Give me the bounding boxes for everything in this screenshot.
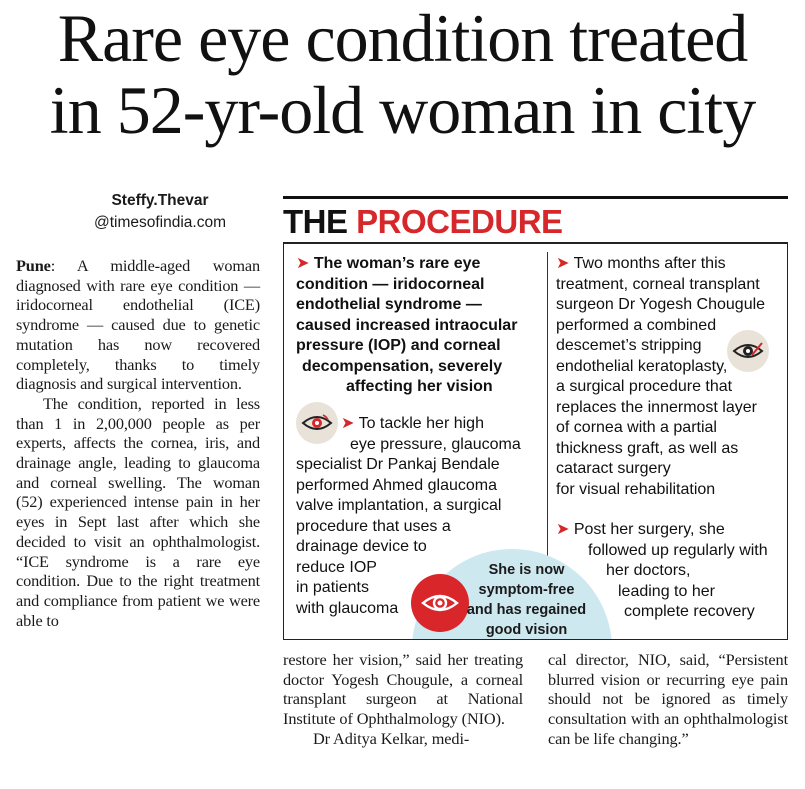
- story-column-2: [283, 650, 523, 749]
- step4-line: her doctors,: [606, 562, 691, 579]
- step3-line: thickness graft, as well as: [556, 439, 739, 457]
- byline-name: Steffy.Thevar: [111, 192, 209, 209]
- story-col2-text: restore her vision,” said her treating doctor Yogesh Chougule, a corneal transplant surgeon at National Institute of Ophthalmology (NIO).: [283, 650, 523, 729]
- eye-target-icon: [727, 330, 769, 372]
- step2-line: valve implantation, a surgical: [296, 497, 502, 514]
- arrow-icon: ➤: [556, 521, 570, 538]
- step3-line: performed a combined: [556, 316, 717, 334]
- step1-line: caused increased intraocular: [296, 316, 518, 334]
- callout-line: symptom-free: [478, 582, 575, 598]
- headline: [0, 2, 805, 146]
- procedure-box: [283, 242, 788, 640]
- story-column-1: [16, 256, 260, 630]
- step2-line: drainage device to: [296, 538, 427, 555]
- story-column-3: [548, 650, 788, 749]
- procedure-title: [283, 196, 788, 243]
- step1-line: endothelial syndrome —: [296, 296, 482, 313]
- arrow-icon: ➤: [556, 255, 570, 272]
- procedure-title-procedure: PROCEDURE: [356, 203, 563, 240]
- step3-line: cataract surgery: [556, 460, 671, 477]
- step2-line: procedure that uses a: [296, 517, 451, 535]
- callout-line: and has regained: [466, 602, 587, 618]
- step1-line: pressure (IOP) and corneal: [296, 337, 501, 354]
- step2-line: ➤ To tackle her high: [341, 415, 484, 432]
- byline: [60, 190, 260, 234]
- step2-line: reduce IOP: [296, 558, 377, 576]
- step1-line: ➤ The woman’s rare eye: [296, 255, 481, 272]
- step1-line: affecting her vision: [346, 378, 493, 395]
- eye-callout-icon: [411, 574, 469, 632]
- byline-email: @timesofindia.com: [93, 214, 227, 231]
- arrow-icon: ➤: [296, 255, 310, 272]
- headline-line-2: in 52-yr-old woman in city: [49, 72, 756, 148]
- step3-line: treatment, corneal transplant: [556, 275, 760, 293]
- arrow-icon: ➤: [341, 415, 355, 432]
- step4-line: ➤ Post her surgery, she: [556, 521, 725, 538]
- step3-line: surgeon Dr Yogesh Chougule: [556, 296, 766, 313]
- dateline: Pune: [16, 256, 51, 275]
- procedure-title-the: THE: [283, 203, 357, 240]
- callout-line: good vision: [485, 622, 568, 638]
- step2-line: with glaucoma: [296, 599, 399, 617]
- callout-line: She is now: [488, 562, 565, 578]
- step2-line: performed Ahmed glaucoma: [296, 476, 497, 494]
- step3-line: a surgical procedure that: [556, 378, 733, 395]
- procedure-step-1: [296, 254, 517, 398]
- story-paragraph-1: [16, 256, 260, 394]
- step3-line: ➤ Two months after this: [556, 255, 726, 272]
- step1-line: condition — iridocorneal: [296, 275, 485, 293]
- step4-line: complete recovery: [624, 603, 755, 620]
- step4-line: followed up regularly with: [588, 541, 768, 559]
- story-paragraph-2: The condition, reported in less than 1 in 2,00,000 people as per experts, affects the cornea, iris, and drainage angle, leading to glaucoma and corneal swelling. The woman (52) experienced intense pain in her eyes in Sept last after which she decided to visit an ophthalmologist. “ICE syndrome is a rare eye condition. Due to the right treatment and compliance from patient we were able to: [16, 393, 260, 630]
- procedure-step-3: [556, 254, 765, 500]
- step3-line: for visual rehabilitation: [556, 480, 716, 498]
- step3-line: descemet’s stripping: [556, 337, 702, 354]
- story-col3-text: cal director, NIO, said, “Persistent blurred vision or recurring eye pain should not be ignored as timely consultation with an ophthalmologist can be life changing.”: [548, 650, 788, 748]
- story-col2b-text: Dr Aditya Kelkar, medi-: [313, 728, 470, 748]
- step2-line: eye pressure, glaucoma: [350, 435, 521, 453]
- step2-line: specialist Dr Pankaj Bendale: [296, 456, 500, 473]
- step1-line: decompensation, severely: [302, 357, 503, 375]
- step2-line: in patients: [296, 579, 369, 596]
- step3-line: replaces the innermost layer: [556, 398, 757, 416]
- step4-line: leading to her: [618, 582, 715, 600]
- headline-line-1: Rare eye condition treated: [57, 0, 748, 76]
- story-para1-text: : A middle-aged woman diagnosed with rare eye condition — iridocorneal endothelial (ICE) syndrome — caused due to genetic mutation has now recovered completely, thanks to timely diagnosis and surgical intervention.: [16, 256, 260, 394]
- step3-line: of cornea with a partial: [556, 419, 717, 436]
- callout-text: [464, 560, 589, 640]
- step3-line: endothelial keratoplasty,: [556, 357, 728, 375]
